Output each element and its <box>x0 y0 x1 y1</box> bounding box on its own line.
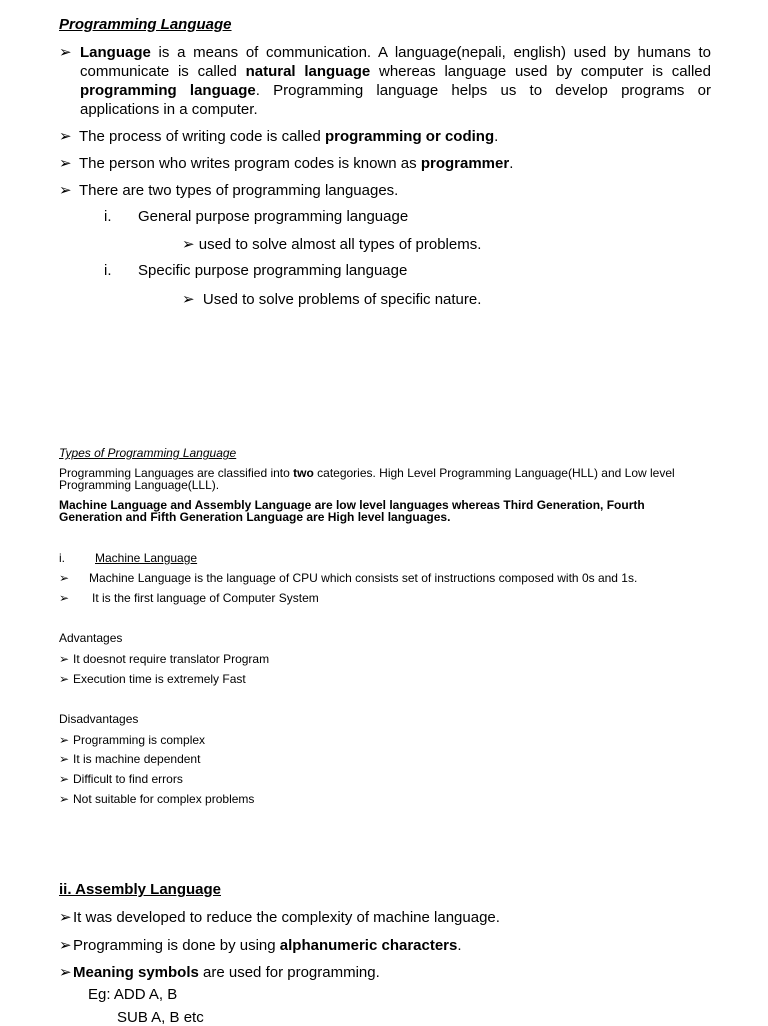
example-add: Eg: ADD A, B <box>88 986 178 1003</box>
list-number: i. <box>59 551 65 565</box>
paragraph-low-high-level: Machine Language and Assembly Language are low level languages whereas Third Generation, Fourth Generation and Fifth Generation Language are High level languages. <box>59 498 645 524</box>
type-description: used to solve almost all types of problems. <box>198 236 482 253</box>
bullet-text: It is the first language of Computer System <box>92 591 319 605</box>
type-label: Specific purpose programming language <box>138 262 408 279</box>
term-programmer: programmer <box>420 155 510 172</box>
advantage-item <box>59 672 246 686</box>
term-language: Language <box>80 44 151 61</box>
advantage-text: It doesnot require translator Program <box>73 652 270 666</box>
advantage-item <box>59 652 269 666</box>
text-segment: The process of writing code is called <box>79 128 325 145</box>
section-title-types: Types of Programming Language <box>59 446 237 460</box>
bullet-meaning-symbols <box>59 963 380 981</box>
text-segment: Programming Languages are classified into <box>59 466 294 480</box>
text-segment: There are two types of programming languages. <box>79 182 399 199</box>
arrow-bullet-icon: ➢ <box>59 752 70 766</box>
section-title-assembly-language: ii. Assembly Language <box>59 881 221 898</box>
bullet-programming-coding <box>59 127 498 146</box>
bullet-machine-language-cpu <box>59 571 637 585</box>
bullet-text: Machine Language is the language of CPU which consists set of instructions composed with 0s and 1s. <box>89 571 638 585</box>
advantage-text: Execution time is extremely Fast <box>73 672 246 686</box>
text-segment: is a means of communication. A language(nepali, english) used by humans to communicate is called <box>80 44 711 80</box>
disadvantage-text: Difficult to find errors <box>73 772 183 786</box>
arrow-bullet-icon: ➢ <box>59 155 72 172</box>
list-number: i. <box>104 262 112 279</box>
term-programming-language: programming language <box>80 82 256 99</box>
text-segment: categories. High Level Programming Language(HLL) and Low level Programming Language(LLL). <box>59 466 675 492</box>
type-label: General purpose programming language <box>138 208 409 225</box>
bullet-first-language <box>59 591 319 605</box>
arrow-bullet-icon: ➢ <box>182 291 195 308</box>
disadvantage-item <box>59 792 254 806</box>
subsection-machine-language <box>59 551 197 565</box>
arrow-bullet-icon: ➢ <box>59 571 70 585</box>
bullet-assembly-reduce-complexity <box>59 908 500 926</box>
text-segment: Programming is done by using <box>73 937 280 954</box>
paragraph-body <box>80 43 711 119</box>
text-segment: are used for programming. <box>198 964 380 981</box>
disadvantages-heading: Disadvantages <box>59 712 139 726</box>
arrow-bullet-icon: ➢ <box>59 591 70 605</box>
text-segment: whereas language used by computer is called <box>370 63 711 80</box>
disadvantage-item <box>59 772 183 786</box>
paragraph-classification <box>59 467 709 491</box>
term-programming-coding: programming or coding <box>324 128 495 145</box>
arrow-bullet-icon: ➢ <box>59 964 72 981</box>
arrow-bullet-icon: ➢ <box>59 44 72 61</box>
advantages-heading: Advantages <box>59 631 123 645</box>
example-sub: SUB A, B etc <box>117 1009 204 1026</box>
arrow-bullet-icon: ➢ <box>59 792 70 806</box>
disadvantage-text: Not suitable for complex problems <box>73 792 255 806</box>
arrow-bullet-icon: ➢ <box>59 937 72 954</box>
type-specific-purpose-desc <box>182 290 481 308</box>
arrow-bullet-icon: ➢ <box>59 182 72 199</box>
bullet-programmer <box>59 154 513 173</box>
term-two: two <box>293 466 314 480</box>
arrow-bullet-icon: ➢ <box>59 672 70 686</box>
disadvantage-item <box>59 733 205 747</box>
bullet-two-types <box>59 181 398 200</box>
type-general-purpose-desc <box>182 235 481 253</box>
disadvantage-item <box>59 752 200 766</box>
arrow-bullet-icon: ➢ <box>59 733 70 747</box>
arrow-bullet-icon: ➢ <box>59 128 72 145</box>
arrow-bullet-icon: ➢ <box>59 652 70 666</box>
arrow-bullet-icon: ➢ <box>59 772 70 786</box>
arrow-bullet-icon: ➢ <box>59 909 72 926</box>
disadvantage-text: Programming is complex <box>73 733 206 747</box>
term-meaning-symbols: Meaning symbols <box>73 964 199 981</box>
subsection-title: Machine Language <box>95 551 198 565</box>
term-alphanumeric: alphanumeric characters <box>279 937 458 954</box>
disadvantage-text: It is machine dependent <box>73 752 201 766</box>
arrow-bullet-icon: ➢ <box>182 236 195 253</box>
bullet-alphanumeric <box>59 936 462 954</box>
text-segment: . <box>457 937 462 954</box>
text-segment: The person who writes program codes is known as <box>79 155 421 172</box>
paragraph-language-definition <box>59 43 711 119</box>
term-natural-language: natural language <box>245 63 371 80</box>
type-specific-purpose <box>104 262 407 279</box>
text-segment: . Programming language helps us to develop programs or applications in a computer. <box>80 82 712 118</box>
section-title-programming-language: Programming Language <box>59 16 232 33</box>
list-number: i. <box>104 208 112 225</box>
text-segment: . <box>494 128 499 145</box>
bullet-text: It was developed to reduce the complexity of machine language. <box>73 909 500 926</box>
type-description: Used to solve problems of specific nature. <box>202 291 482 308</box>
type-general-purpose <box>104 208 408 225</box>
text-segment: . <box>509 155 514 172</box>
